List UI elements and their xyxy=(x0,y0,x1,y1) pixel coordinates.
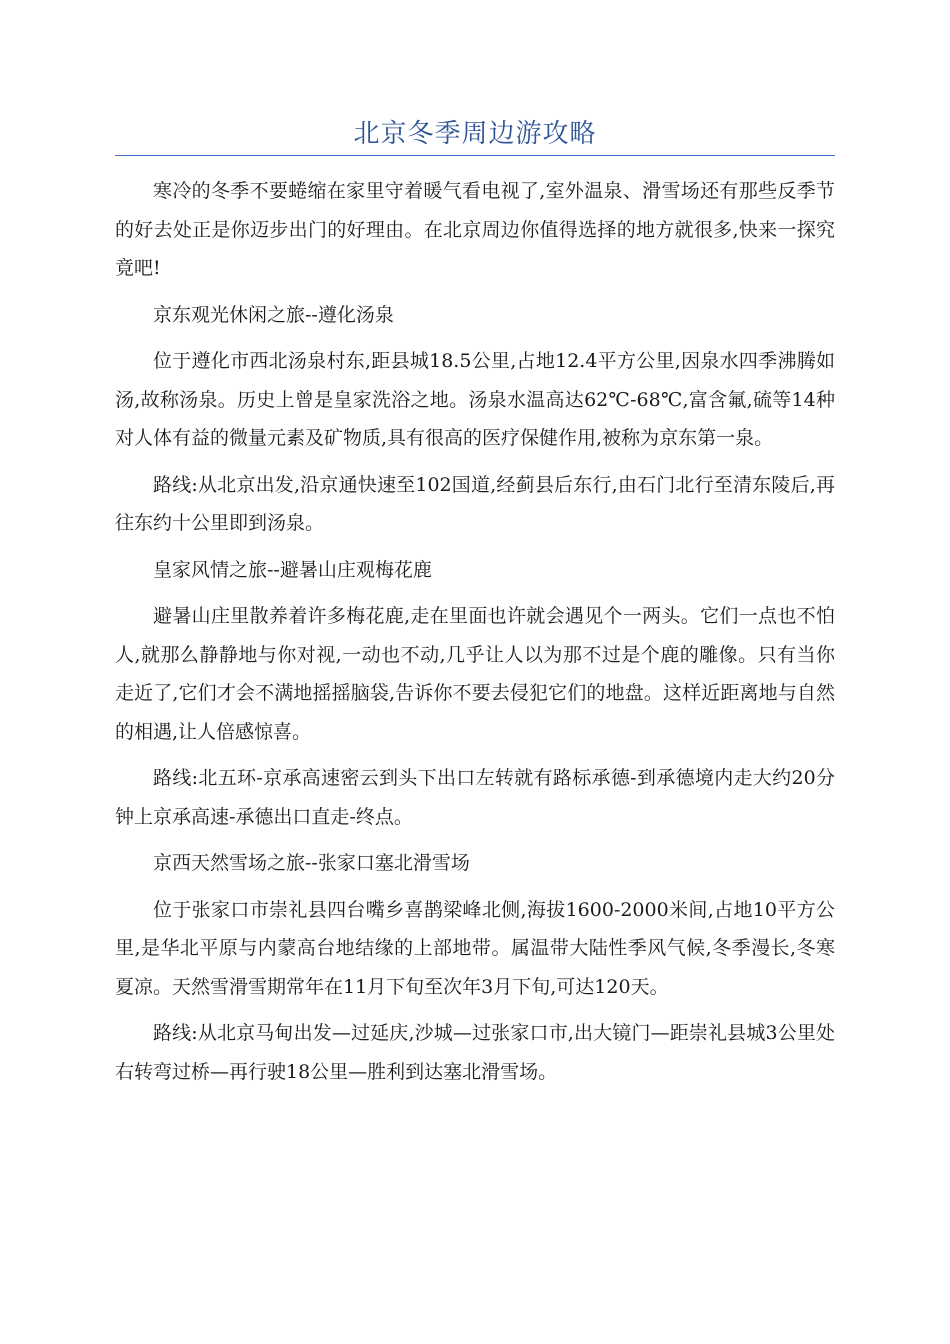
document-body xyxy=(115,172,835,1099)
section-heading-summer-resort: 皇家风情之旅--避暑山庄观梅花鹿 xyxy=(153,558,432,581)
title-underline xyxy=(115,155,835,156)
ski-resort-description: 位于张家口市崇礼县四台嘴乡喜鹊梁峰北侧,海拔1600-2000米间,占地10平方公里,是华北平原与内蒙高台地结缘的上部地带。属温带大陆性季风气候,冬季漫长,冬寒夏凉。天然雪滑雪期常年在11月下旬至次年3月下旬,可达120天。 xyxy=(115,898,835,998)
intro-paragraph: 寒冷的冬季不要蜷缩在家里守着暖气看电视了,室外温泉、滑雪场还有那些反季节的好去处正是你迈步出门的好理由。在北京周边你值得选择的地方就很多,快来一探究竟吧! xyxy=(115,180,835,279)
zunhua-route: 路线:从北京出发,沿京通快速至102国道,经蓟县后东行,由石门北行至清东陵后,再往东约十公里即到汤泉。 xyxy=(115,473,835,534)
page-title: 北京冬季周边游攻略 xyxy=(353,119,597,149)
ski-resort-route: 路线:从北京马甸出发—过延庆,沙城—过张家口市,出大镜门—距崇礼县城3公里处右转弯过桥—再行驶18公里—胜利到达塞北滑雪场。 xyxy=(115,1022,835,1083)
section-heading-zunhua-hot-spring: 京东观光休闲之旅--遵化汤泉 xyxy=(153,303,394,326)
section-heading-ski-resort: 京西天然雪场之旅--张家口塞北滑雪场 xyxy=(153,852,470,874)
summer-resort-route: 路线:北五环-京承高速密云到头下出口左转就有路标承德-到承德境内走大约20分钟上京承高速-承德出口直走-终点。 xyxy=(115,767,835,828)
summer-resort-description: 避暑山庄里散养着许多梅花鹿,走在里面也许就会遇见个一两头。它们一点也不怕人,就那么静静地与你对视,一动也不动,几乎让人以为那不过是个鹿的雕像。只有当你走近了,它们才会不满地摇摇脑袋,告诉你不要去侵犯它们的地盘。这样近距离地与自然的相遇,让人倍感惊喜。 xyxy=(115,605,835,743)
zunhua-description: 位于遵化市西北汤泉村东,距县城18.5公里,占地12.4平方公里,因泉水四季沸腾如汤,故称汤泉。历史上曾是皇家洗浴之地。汤泉水温高达62℃-68℃,富含氟,硫等14种对人体有益的微量元素及矿物质,具有很高的医疗保健作用,被称为京东第一泉。 xyxy=(115,350,835,449)
